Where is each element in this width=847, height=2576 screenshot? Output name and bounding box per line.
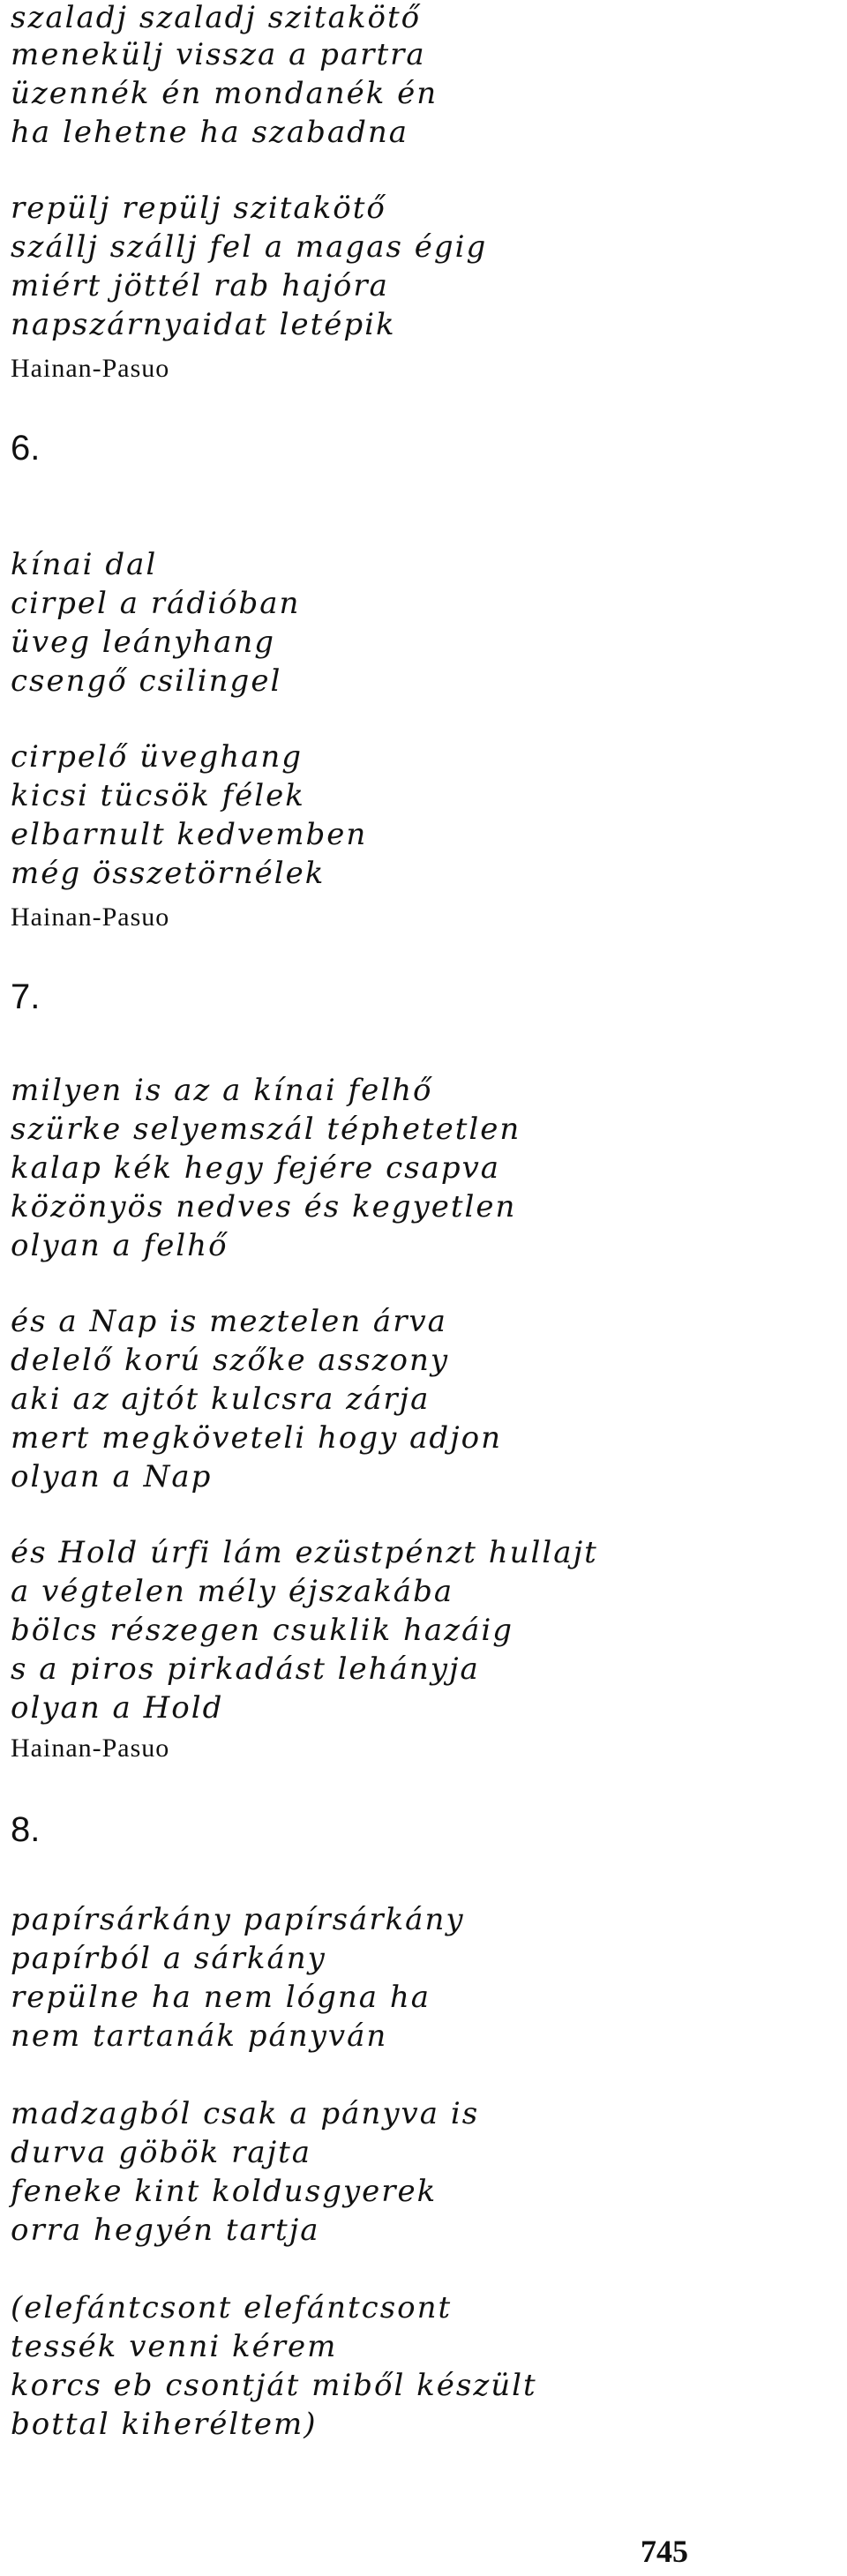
poem-line: kalap kék hegy fejére csapva: [11, 1150, 501, 1186]
poem-line: elbarnult kedvemben: [11, 817, 368, 852]
poem-line: papírból a sárkány: [11, 1941, 326, 1976]
poem-line: szaladj szaladj szitakötő: [11, 0, 422, 35]
poem-line: cirpel a rádióban: [11, 586, 301, 621]
poem-line: repülj repülj szitakötő: [11, 191, 386, 226]
poem-line: olyan a felhő: [11, 1228, 229, 1263]
poem-line: aki az ajtót kulcsra zárja: [11, 1382, 431, 1417]
poem-line: napszárnyaidat letépik: [11, 307, 396, 342]
poem-line: korcs eb csontját miből készült: [11, 2368, 537, 2403]
poem-line: kicsi tücsök félek: [11, 778, 305, 813]
poem-line: madzagból csak a pányva is: [11, 2096, 480, 2131]
poem-author: Hainan-Pasuo: [11, 1734, 170, 1763]
poem-line: delelő korú szőke asszony: [11, 1343, 450, 1378]
poem-line: szállj szállj fel a magas égig: [11, 229, 488, 265]
poem-line: s a piros pirkadást lehányja: [11, 1651, 480, 1687]
poem-line: tessék venni kérem: [11, 2329, 338, 2364]
poem-line: és a Nap is meztelen árva: [11, 1304, 447, 1339]
poem-line: durva göbök rajta: [11, 2135, 312, 2170]
poem-line: szürke selyemszál téphetetlen: [11, 1112, 521, 1147]
poem-number: 8.: [11, 1810, 41, 1849]
poem-number: 6.: [11, 429, 41, 468]
poem-line: nem tartanák pányván: [11, 2018, 388, 2054]
poem-line: cirpelő üveghang: [11, 739, 304, 775]
poem-line: milyen is az a kínai felhő: [11, 1073, 433, 1108]
poem-line: miért jöttél rab hajóra: [11, 268, 389, 303]
poem-author: Hainan-Pasuo: [11, 902, 170, 932]
poem-line: bölcs részegen csuklik hazáig: [11, 1613, 513, 1648]
poem-line: orra hegyén tartja: [11, 2213, 320, 2248]
poem-line: menekülj vissza a partra: [11, 37, 426, 72]
poem-line: ha lehetne ha szabadna: [11, 115, 409, 150]
page-number: 745: [641, 2534, 688, 2569]
poem-line: mert megköveteli hogy adjon: [11, 1420, 503, 1456]
poem-author: Hainan-Pasuo: [11, 354, 170, 383]
poem-line: még összetörnélek: [11, 856, 326, 891]
poem-line: papírsárkány papírsárkány: [11, 1902, 465, 1937]
poem-line: csengő csilingel: [11, 663, 282, 699]
poem-line: repülne ha nem lógna ha: [11, 1980, 431, 2015]
poem-line: kínai dal: [11, 547, 158, 582]
poem-line: (elefántcsont elefántcsont: [11, 2290, 453, 2325]
poem-line: feneke kint koldusgyerek: [11, 2174, 438, 2209]
poem-number: 7.: [11, 977, 41, 1016]
poem-line: a végtelen mély éjszakába: [11, 1574, 454, 1609]
poem-line: és Hold úrfi lám ezüstpénzt hullajt: [11, 1535, 598, 1570]
poem-line: olyan a Nap: [11, 1459, 213, 1494]
poem-line: olyan a Hold: [11, 1690, 224, 1726]
poem-line: közönyös nedves és kegyetlen: [11, 1189, 517, 1224]
poem-line: üveg leányhang: [11, 625, 275, 660]
poem-line: bottal kiheréltem): [11, 2407, 318, 2442]
poem-line: üzennék én mondanék én: [11, 76, 438, 111]
